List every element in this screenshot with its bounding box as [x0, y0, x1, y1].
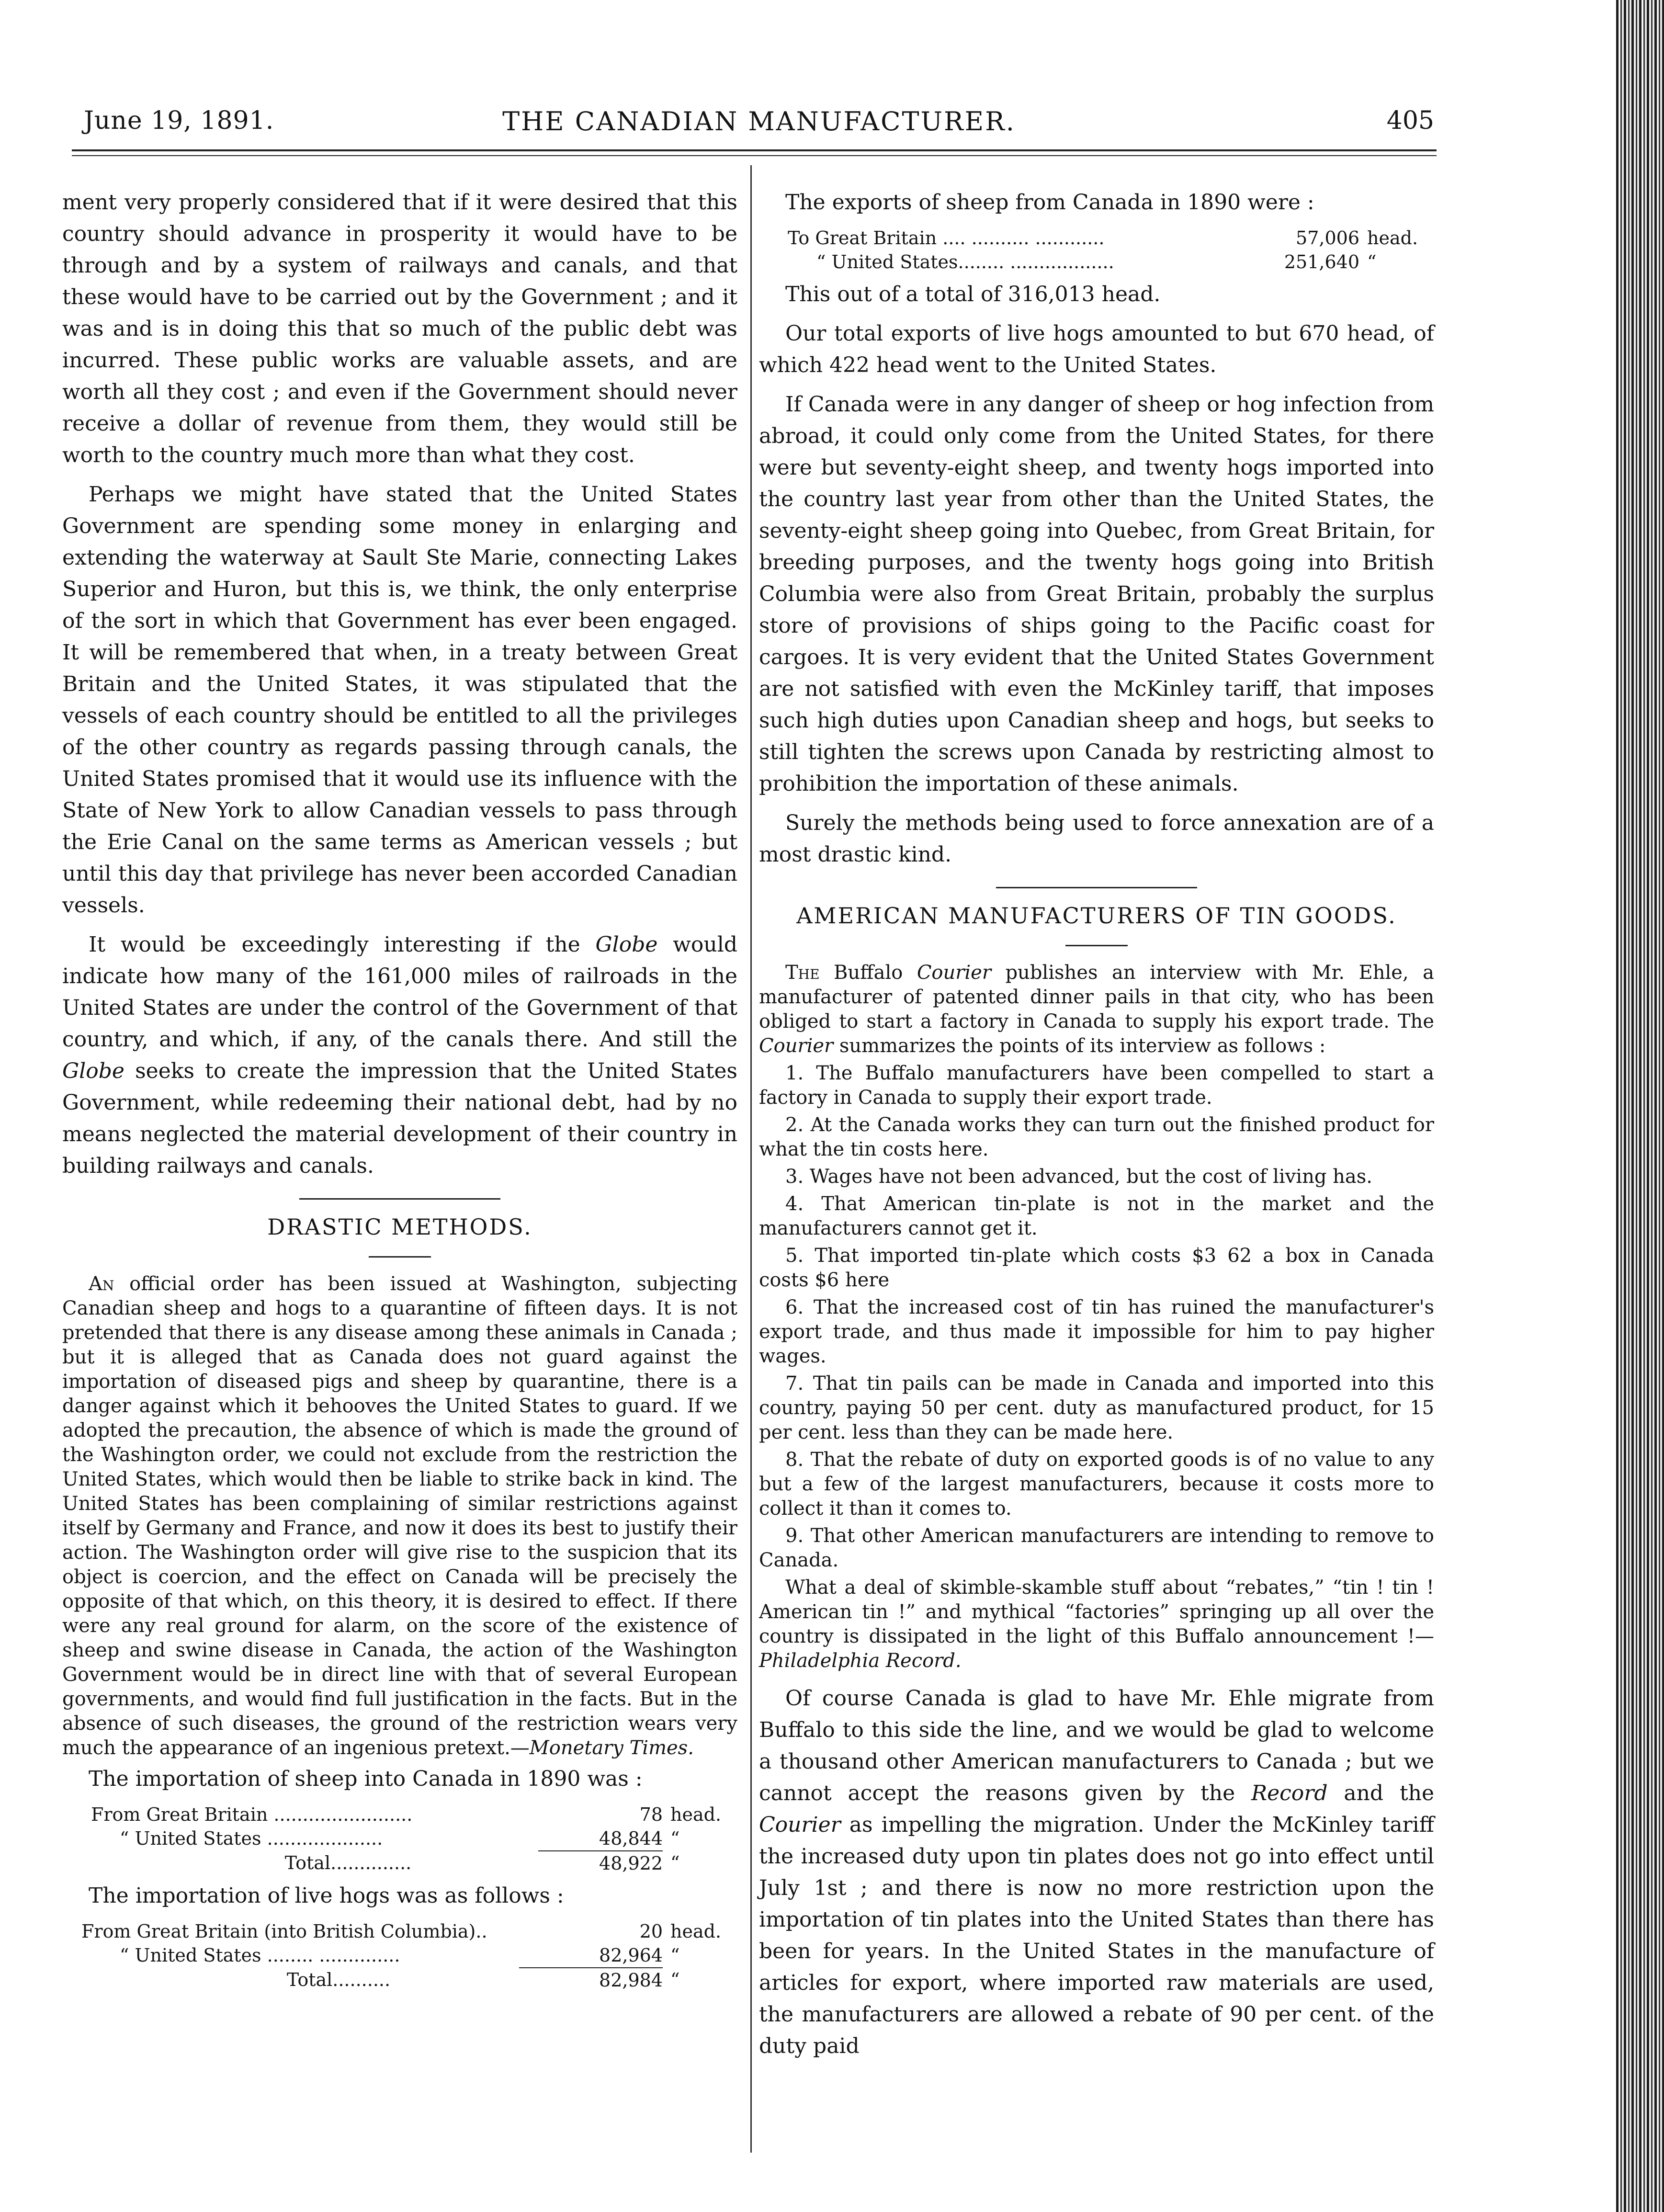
table-row: “ United States .................... 48,844 “ [120, 1828, 680, 1849]
drop-cap-text: The [785, 962, 820, 984]
column-divider [750, 165, 752, 2153]
header-rule-thin [72, 155, 1437, 156]
list-item: 4. That American tin-plate is not in the market and the manufacturers cannot get it. [759, 1193, 1434, 1239]
table-row: “ United States........ .................. 251,640 “ [816, 251, 1377, 272]
sheep-import-intro: The importation of sheep into Canada in 1890 was : [89, 1767, 643, 1791]
list-item: 1. The Buffalo manufacturers have been compelled to start a factory in Canada to supply their export trade. [759, 1062, 1434, 1109]
right-column [759, 187, 1434, 2070]
paragraph-annexation: Surely the methods being used to force annexation are of a most drastic kind. [759, 811, 1434, 867]
hogs-import-intro: The importation of live hogs was as follows : [89, 1883, 564, 1908]
list-item: 6. That the increased cost of tin has ruined the manufacturer's export trade, and thus made it impossible for him to pay higher wages. [759, 1296, 1434, 1367]
source-philadelphia-record: Philadelphia Record. [759, 1650, 962, 1672]
table-row: To Great Britain .... .......... ............ 57,006 head. [788, 227, 1418, 249]
header-rule [72, 149, 1437, 151]
list-item: 8. That the rebate of duty on exported goods is of no value to any but a few of the largest manufacturers, because it costs more to collect it than it comes to. [759, 1449, 1434, 1520]
binding-edge [1616, 0, 1664, 2212]
hogs-import-table [62, 1919, 737, 1992]
article-heading-drastic-methods: DRASTIC METHODS. [267, 1214, 532, 1240]
paragraph-buffalo-courier: The Buffalo Courier publishes an interview with Mr. Ehle, a manufacturer of patented dinner pails in that city, who has been obliged to start a factory in Canada to supply his export trade. The Courier summarizes the points of its interview as follows : [759, 962, 1434, 1057]
section-divider [299, 1198, 500, 1200]
courier-italic: Courier [759, 1813, 841, 1837]
exports-total-line: This out of a total of 316,013 head. [785, 282, 1161, 306]
publication-title: THE CANADIAN MANUFACTURER. [502, 106, 1016, 136]
globe-italic: Globe [595, 932, 658, 957]
section-divider [996, 887, 1197, 888]
paragraph-continued: ment very properly considered that if it were desired that this country should advance in prosperity it would have to be through and by a system of railways and canals, and that these would have to be carried out by the Government ; and it was and is in doing this that so much of the public debt was incurred. These public works are valuable assets, and are worth all they cost ; and even if the Government should never receive a dollar of revenue from them, they would still be worth to the country much more than what they cost. [62, 190, 737, 467]
source-monetary-times: Monetary Times. [529, 1737, 694, 1759]
courier-italic: Courier [917, 962, 991, 984]
table-total-row: Total.......... 82,984 “ [62, 1968, 737, 1992]
list-item: 5. That imported tin-plate which costs $3 62 a box in Canada costs $6 here [759, 1245, 1434, 1291]
table-row: “ United States ........ .............. 82,964 “ [120, 1945, 680, 1966]
left-column [62, 187, 737, 1997]
header-date: June 19, 1891. [84, 106, 274, 135]
paragraph-live-hogs: Our total exports of live hogs amounted to but 670 head, of which 422 head went to the United States. [759, 321, 1434, 377]
paragraph-mr-ehle: Of course Canada is glad to have Mr. Ehle migrate from Buffalo to this side the line, and we would be glad to welcome a thousand other American manufacturers to Canada ; but we cannot accept the reasons given by the Record and the Courier as impelling the migration. Under the McKinley tariff the increased duty upon tin plates does not go into effect until July 1st ; and there is now no more restriction upon the importation of tin plates into the United States than there has been for years. In the United States in the manufacture of articles for export, where imported raw materials are used, the manufacturers are allowed a rebate of 90 per cent. of the duty paid [759, 1686, 1434, 2058]
drop-cap-text: An [89, 1273, 114, 1295]
paragraph-skimble-skamble: What a deal of skimble-skamble stuff about “rebates,” “tin ! tin ! American tin !” and mythical “factories” springing up all over the country is dissipated in the light of this Buffalo announcement !—Philadelphia Record. [759, 1577, 1434, 1672]
list-item: 2. At the Canada works they can turn out the finished product for what the tin costs here. [759, 1114, 1434, 1160]
heading-underline [369, 1256, 431, 1258]
record-italic: Record [1251, 1781, 1328, 1805]
paragraph-globe: It would be exceedingly interesting if the Globe would indicate how many of the 161,000 miles of railroads in the United States are under the control of the Government of that country, and which, if any, of the canals there. And still the Globe seeks to create the impression that the United States Government, while redeeming their national debt, had by no means neglected the material development of their country in building railways and canals. [62, 932, 737, 1178]
heading-underline [1065, 945, 1128, 946]
page-header [84, 106, 1434, 145]
list-item: 9. That other American manufacturers are intending to remove to Canada. [759, 1525, 1434, 1571]
page-number: 405 [1386, 106, 1434, 135]
sheep-export-intro: The exports of sheep from Canada in 1890 were : [785, 190, 1314, 215]
sheep-export-table [759, 226, 1434, 274]
globe-italic: Globe [62, 1059, 125, 1083]
table-row: From Great Britain ........................ 78 head. [91, 1804, 722, 1825]
table-total-row: Total.............. 48,922 “ [62, 1851, 737, 1875]
courier-italic: Courier [759, 1035, 834, 1057]
paragraph-infection: If Canada were in any danger of sheep or hog infection from abroad, it could only come from the United States, for there were but seventy-eight sheep, and twenty hogs imported into the country last year from other than the United States, the seventy-eight sheep going into Quebec, from Great Britain, for breeding purposes, and the twenty hogs going into British Columbia were also from Great Britain, probably the surplus store of provisions of ships going to the Pacific coast for cargoes. It is very evident that the United States Government are not satisfied with even the McKinley tariff, that imposes such high duties upon Canadian sheep and hogs, but seeks to still tighten the screws upon Canada by restricting almost to prohibition the importation of these animals. [759, 392, 1434, 796]
list-item: 7. That tin pails can be made in Canada and imported into this country, paying 50 per cent. duty as manufactured product, for 15 per cent. less than they can be made here. [759, 1373, 1434, 1443]
paragraph-sault-ste-marie: Perhaps we might have stated that the United States Government are spending some money in enlarging and extending the waterway at Sault Ste Marie, connecting Lakes Superior and Huron, but this is, we think, the only enterprise of the sort in which that Government has ever been engaged. It will be remembered that when, in a treaty between Great Britain and the United States, it was stipulated that the vessels of each country should be entitled to all the privileges of the other country as regards passing through canals, the United States promised that it would use its influence with the State of New York to allow Canadian vessels to pass through the Erie Canal on the same terms as American vessels ; but until this day that privilege has never been accorded Canadian vessels. [62, 482, 737, 918]
sheep-import-table [62, 1803, 737, 1875]
table-row: From Great Britain (into British Columbia).. 20 head. [81, 1921, 722, 1942]
paragraph-drastic-methods: An official order has been issued at Washington, subjecting Canadian sheep and hogs to a quarantine of fifteen days. It is not pretended that there is any disease among these animals in Canada ; but it is alleged that as Canada does not guard against the importation of diseased pigs and sheep by quarantine, there is a danger against which it behooves the United States to guard. If we adopted the precaution, the absence of which is made the ground of the Washington order, we could not exclude from the restriction the United States, which would then be liable to strike back in kind. The United States has been complaining of similar restrictions against itself by Germany and France, and now it does its best to justify their action. The Washington order will give rise to the suspicion that its object is coercion, and the effect on Canada will be precisely the opposite of that which, on this theory, it is desired to effect. If there were any real ground for alarm, on the score of the existence of sheep and swine disease in Canada, the action of the Washington Government would be in direct line with that of several European governments, and would find full justification in the facts. But in the absence of such diseases, the ground of the restriction wears very much the appearance of an ingenious pretext.—Monetary Times. [62, 1273, 737, 1759]
tin-goods-quotation [759, 961, 1434, 1673]
list-item: 3. Wages have not been advanced, but the cost of living has. [785, 1166, 1372, 1188]
article-heading-tin-goods: AMERICAN MANUFACTURERS OF TIN GOODS. [796, 903, 1397, 929]
